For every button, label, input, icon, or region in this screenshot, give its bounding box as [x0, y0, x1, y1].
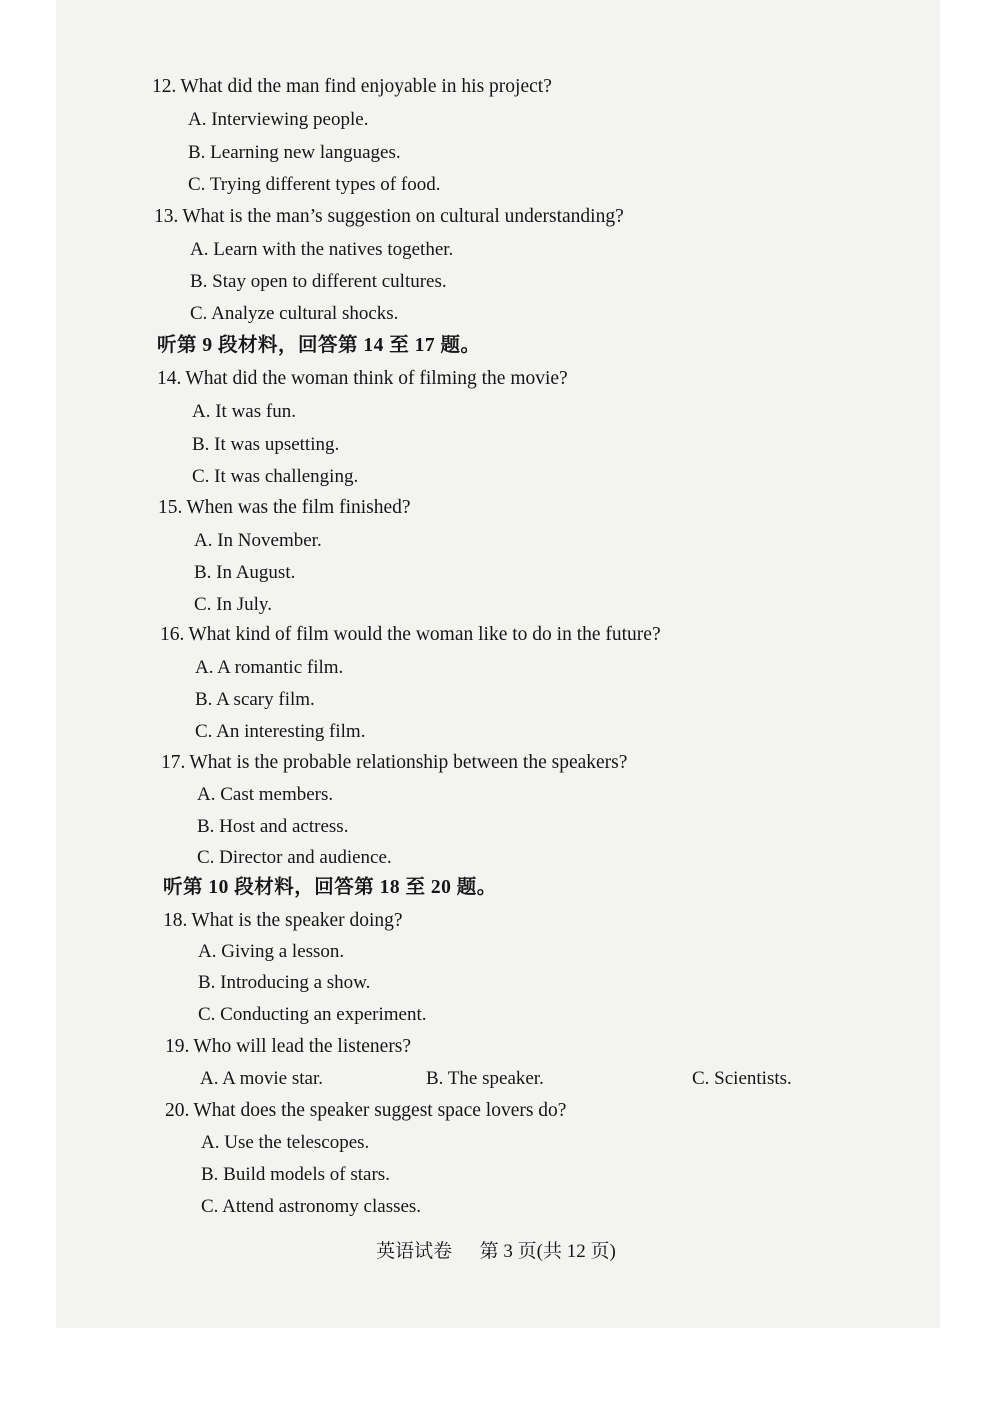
option-16-b: B. A scary film. — [195, 689, 315, 710]
option-12-c: C. Trying different types of food. — [188, 174, 441, 195]
option-14-a: A. It was fun. — [192, 401, 296, 422]
question-text: What did the woman think of filming the movie? — [185, 368, 568, 389]
option-17-c: C. Director and audience. — [197, 847, 392, 868]
option-row-19 — [0, 1067, 992, 1091]
option-18-b: B. Introducing a show. — [198, 972, 371, 993]
option-20-c: C. Attend astronomy classes. — [201, 1196, 422, 1217]
option-13-c: C. Analyze cultural shocks. — [190, 303, 399, 324]
option-16-a: A. A romantic film. — [195, 657, 344, 678]
option-17-a: A. Cast members. — [197, 784, 334, 805]
question-number: 12. — [152, 76, 177, 97]
question-number: 16. — [160, 624, 185, 645]
question-text: What did the man find enjoyable in his project? — [180, 76, 552, 97]
section-heading-10: 听第 10 段材料，回答第 18 至 20 题。 — [163, 877, 497, 898]
option-13-a: A. Learn with the natives together. — [190, 239, 454, 260]
question-14 — [157, 367, 568, 391]
option-15-b: B. In August. — [194, 562, 296, 583]
question-17 — [161, 751, 627, 775]
option-20-b: B. Build models of stars. — [201, 1164, 390, 1185]
option-16-c: C. An interesting film. — [195, 721, 366, 742]
question-18 — [163, 909, 403, 933]
question-number: 13. — [154, 206, 179, 227]
option-19-b: B. The speaker. — [426, 1068, 544, 1089]
footer-page-number: 第 3 页(共 12 页) — [479, 1241, 616, 1262]
footer-subject: 英语试卷 — [376, 1241, 453, 1262]
option-12-b: B. Learning new languages. — [188, 142, 401, 163]
question-text: When was the film finished? — [186, 497, 411, 518]
option-13-b: B. Stay open to different cultures. — [190, 271, 447, 292]
option-19-a: A. A movie star. — [200, 1068, 323, 1089]
option-15-a: A. In November. — [194, 530, 322, 551]
question-text: What does the speaker suggest space lovers do? — [193, 1100, 567, 1121]
option-17-b: B. Host and actress. — [197, 816, 349, 837]
page-footer — [0, 1240, 992, 1264]
question-number: 18. — [163, 910, 188, 931]
question-number: 19. — [165, 1036, 190, 1057]
option-14-c: C. It was challenging. — [192, 466, 359, 487]
question-text: What kind of film would the woman like to do in the future? — [188, 624, 661, 645]
question-number: 20. — [165, 1100, 190, 1121]
option-15-c: C. In July. — [194, 594, 272, 615]
option-14-b: B. It was upsetting. — [192, 434, 340, 455]
option-19-c: C. Scientists. — [692, 1068, 792, 1089]
question-number: 14. — [157, 368, 182, 389]
section-heading-9: 听第 9 段材料，回答第 14 至 17 题。 — [157, 335, 481, 356]
question-12 — [152, 75, 552, 99]
question-number: 15. — [158, 497, 183, 518]
question-13 — [154, 205, 624, 229]
question-20 — [165, 1099, 566, 1123]
option-18-a: A. Giving a lesson. — [198, 941, 345, 962]
option-18-c: C. Conducting an experiment. — [198, 1004, 427, 1025]
option-12-a: A. Interviewing people. — [188, 109, 369, 130]
question-19 — [165, 1035, 411, 1059]
question-text: What is the man’s suggestion on cultural understanding? — [182, 206, 624, 227]
question-number: 17. — [161, 752, 186, 773]
question-15 — [158, 496, 411, 520]
question-text: What is the probable relationship between the speakers? — [189, 752, 628, 773]
question-16 — [160, 623, 661, 647]
question-text: Who will lead the listeners? — [193, 1036, 412, 1057]
option-20-a: A. Use the telescopes. — [201, 1132, 370, 1153]
question-text: What is the speaker doing? — [191, 910, 403, 931]
